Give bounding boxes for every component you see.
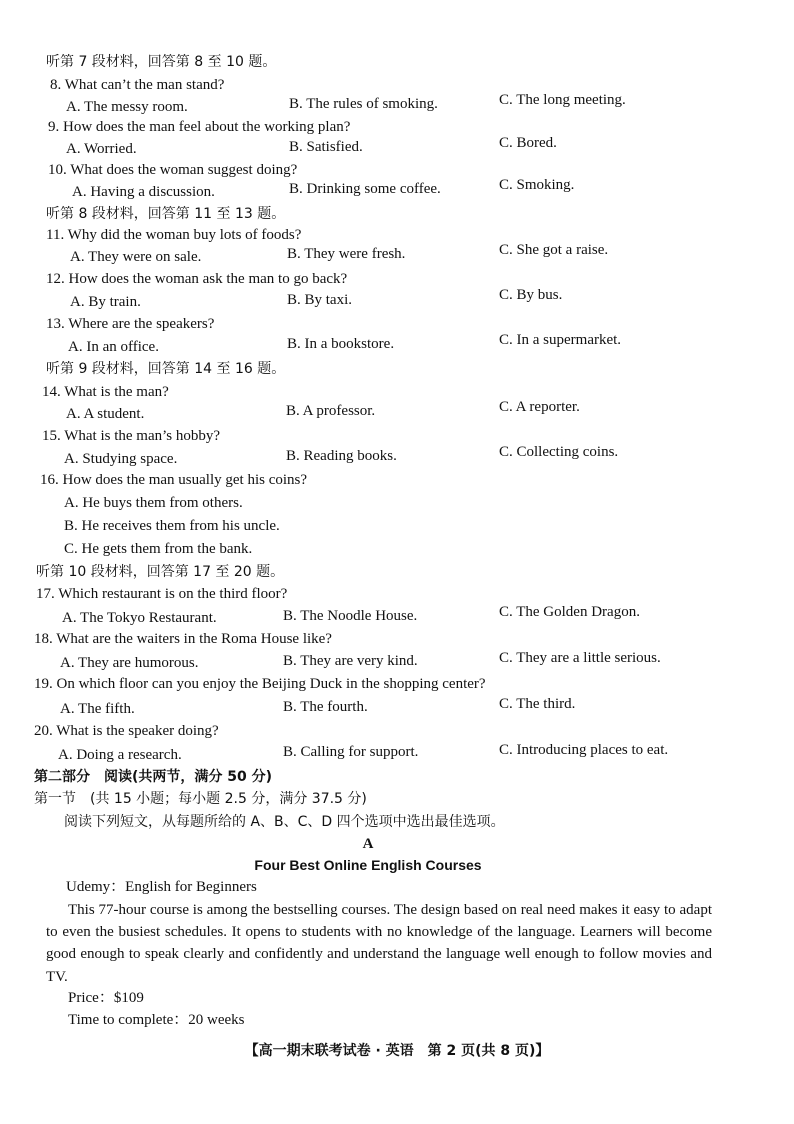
question-20: 20. What is the speaker doing?: [34, 723, 219, 739]
q20-option-a: A. Doing a research.: [58, 747, 182, 763]
question-9: 9. How does the man feel about the working plan?: [48, 119, 351, 135]
question-18: 18. What are the waiters in the Roma House like?: [34, 631, 332, 647]
reading-instruction: 阅读下列短文，从每题所给的 A、B、C、D 四个选项中选出最佳选项。: [64, 814, 505, 830]
q19-option-b: B. The fourth.: [283, 699, 368, 715]
q16-option-b: B. He receives them from his uncle.: [64, 518, 280, 534]
q13-option-b: B. In a bookstore.: [287, 336, 395, 352]
q15-option-c: C. Collecting coins.: [499, 444, 619, 460]
q10-option-b: B. Drinking some coffee.: [289, 181, 441, 197]
q12-option-b: B. By taxi.: [287, 292, 353, 308]
q17-option-a: A. The Tokyo Restaurant.: [62, 610, 217, 626]
q20-option-b: B. Calling for support.: [283, 744, 419, 760]
question-12: 12. How does the woman ask the man to go back?: [46, 271, 348, 287]
q17-option-c: C. The Golden Dragon.: [499, 604, 640, 620]
q18-option-b: B. They are very kind.: [283, 653, 418, 669]
q15-option-b: B. Reading books.: [286, 448, 397, 464]
q12-option-a: A. By train.: [70, 294, 141, 310]
q14-option-c: C. A reporter.: [499, 399, 580, 415]
question-19: 19. On which floor can you enjoy the Beijing Duck in the shopping center?: [34, 676, 486, 692]
section-heading-7: 听第 7 段材料，回答第 8 至 10 题。: [46, 54, 277, 70]
q9-option-b: B. Satisfied.: [289, 139, 363, 155]
q12-option-c: C. By bus.: [499, 287, 563, 303]
question-8: 8. What can’t the man stand?: [50, 77, 225, 93]
q9-option-a: A. Worried.: [66, 141, 137, 157]
q16-option-c: C. He gets them from the bank.: [64, 541, 253, 557]
course-name-text: Udemy：English for Beginners: [66, 879, 257, 895]
page-footer: 【高一期末联考试卷 · 英语 第 2 页(共 8 页)】: [244, 1043, 550, 1059]
part-two-heading: 第二部分 阅读(共两节，满分 50 分): [34, 769, 273, 785]
q9-option-c: C. Bored.: [499, 135, 557, 151]
question-17: 17. Which restaurant is on the third floor?: [36, 586, 288, 602]
q17-option-b: B. The Noodle House.: [283, 608, 418, 624]
q8-option-a: A. The messy room.: [66, 99, 188, 115]
passage-title: Four Best Online English Courses: [254, 857, 482, 873]
question-13: 13. Where are the speakers?: [46, 316, 215, 332]
course-description-text: This 77-hour course is among the bestselling courses. The design based on real need makes it easy to adapt to even the busiest schedules. It opens to students with no knowledge of the language. Learners will become good enough to speak clearly and confidently and understand the language well enough to follow movies and TV.: [46, 902, 712, 985]
course-duration: Time to complete：20 weeks: [68, 1012, 245, 1028]
q10-option-a: A. Having a discussion.: [72, 184, 215, 200]
q11-option-b: B. They were fresh.: [287, 246, 406, 262]
q8-option-b: B. The rules of smoking.: [289, 96, 438, 112]
passage-letter: A: [362, 836, 374, 852]
q14-option-a: A. A student.: [66, 406, 145, 422]
q10-option-c: C. Smoking.: [499, 177, 575, 193]
q19-option-c: C. The third.: [499, 696, 576, 712]
question-10: 10. What does the woman suggest doing?: [48, 162, 298, 178]
section-heading-9: 听第 9 段材料，回答第 14 至 16 题。: [46, 361, 286, 377]
q18-option-c: C. They are a little serious.: [499, 650, 661, 666]
q16-option-a: A. He buys them from others.: [64, 495, 243, 511]
section-heading-10: 听第 10 段材料，回答第 17 至 20 题。: [36, 564, 285, 580]
question-14: 14. What is the man?: [42, 384, 169, 400]
q8-option-c: C. The long meeting.: [499, 92, 626, 108]
q15-option-a: A. Studying space.: [64, 451, 178, 467]
question-11: 11. Why did the woman buy lots of foods?: [46, 227, 302, 243]
section-heading-8: 听第 8 段材料，回答第 11 至 13 题。: [46, 206, 286, 222]
q20-option-c: C. Introducing places to eat.: [499, 742, 669, 758]
q14-option-b: B. A professor.: [286, 403, 376, 419]
q11-option-a: A. They were on sale.: [70, 249, 202, 265]
q13-option-c: C. In a supermarket.: [499, 332, 622, 348]
q19-option-a: A. The fifth.: [60, 701, 135, 717]
q18-option-a: A. They are humorous.: [60, 655, 199, 671]
question-16: 16. How does the man usually get his coins?: [40, 472, 308, 488]
q13-option-a: A. In an office.: [68, 339, 159, 355]
question-15: 15. What is the man’s hobby?: [42, 428, 221, 444]
course-price: Price：$109: [68, 990, 144, 1006]
course-description: [46, 899, 712, 988]
q11-option-c: C. She got a raise.: [499, 242, 609, 258]
course-name: [66, 877, 257, 897]
section-one-heading: 第一节 (共 15 小题；每小题 2.5 分，满分 37.5 分): [34, 791, 367, 807]
